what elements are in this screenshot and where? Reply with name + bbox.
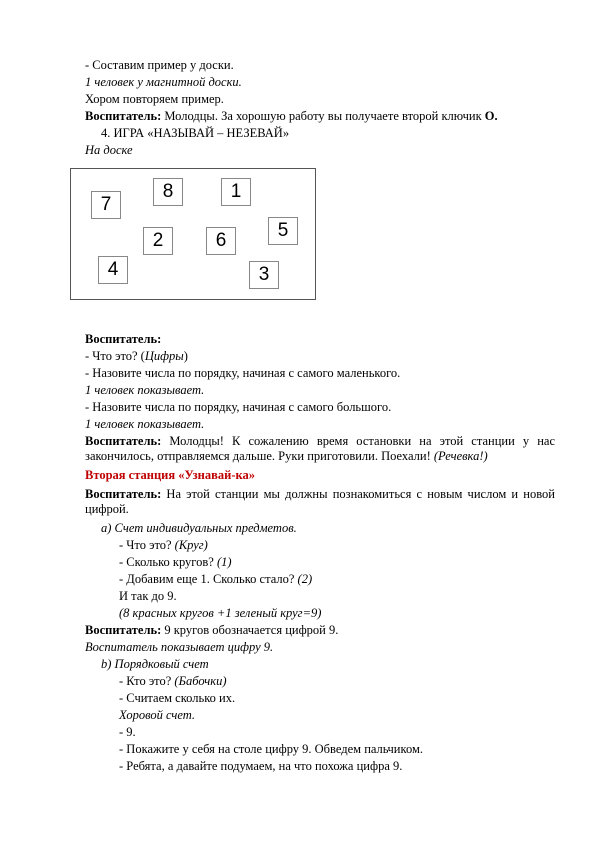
line-teacher-shows-nine: Воспитатель показывает цифру 9. bbox=[85, 640, 274, 654]
digit-card: 5 bbox=[268, 217, 298, 245]
paragraph-teacher-stop: Воспитатель: Молодцы! К сожалению время остановки на этой станции у нас закончилось, отправляемся дальше. Руки приготовили. Поехали! (Речевка!) bbox=[85, 434, 555, 463]
line-name-ascending: - Назовите числа по порядку, начиная с самого маленького. bbox=[85, 366, 401, 380]
number-board bbox=[70, 168, 316, 300]
line-show-nine-on-table: - Покажите у себя на столе цифру 9. Обведем пальчиком. bbox=[119, 742, 423, 756]
digit-card: 3 bbox=[249, 261, 279, 289]
teacher-label: Воспитатель: bbox=[85, 332, 162, 346]
line-count-them: - Считаем сколько их. bbox=[119, 691, 236, 705]
line-who-is-this: - Кто это? (Бабочки) bbox=[119, 674, 227, 688]
game-heading: 4. ИГРА «НАЗЫВАЙ – НЕЗЕВАЙ» bbox=[101, 126, 290, 140]
line-what-is-this-circle: - Что это? (Круг) bbox=[119, 538, 208, 552]
paragraph-teacher-new-number: Воспитатель: На этой станции мы должны познакомиться с новым числом и новой цифрой. bbox=[85, 487, 555, 516]
second-station-heading: Вторая станция «Узнавай-ка» bbox=[85, 468, 255, 482]
line-circles-sum: (8 красных кругов +1 зеленый круг=9) bbox=[119, 606, 322, 620]
line-teacher-key bbox=[85, 109, 498, 124]
teacher-label: Воспитатель: bbox=[85, 109, 162, 123]
digit-card: 2 bbox=[143, 227, 173, 255]
digit-card: 4 bbox=[98, 256, 128, 284]
digit-card: 7 bbox=[91, 191, 121, 219]
digit-card: 8 bbox=[153, 178, 183, 206]
digit-card: 1 bbox=[221, 178, 251, 206]
line-nine: - 9. bbox=[119, 725, 136, 739]
item-a-heading: a) Счет индивидуальных предметов. bbox=[101, 521, 297, 535]
line-board-example: - Составим пример у доски. bbox=[85, 58, 234, 72]
on-board-label: На доске bbox=[85, 143, 133, 157]
line-one-person-shows: 1 человек показывает. bbox=[85, 383, 205, 397]
key-letter: О. bbox=[484, 109, 498, 123]
line-one-person-shows: 1 человек показывает. bbox=[85, 417, 205, 431]
line-up-to-nine: И так до 9. bbox=[119, 589, 177, 603]
line-name-descending: - Назовите числа по порядку, начиная с самого большого. bbox=[85, 400, 392, 414]
teacher-text: Молодцы. За хорошую работу вы получаете второй ключик bbox=[161, 109, 485, 123]
digit-card: 6 bbox=[206, 227, 236, 255]
item-b-heading: b) Порядковый счет bbox=[101, 657, 209, 671]
line-what-is-this: - Что это? (Цифры) bbox=[85, 349, 188, 363]
line-chorus-repeat: Хором повторяем пример. bbox=[85, 92, 224, 106]
line-what-looks-like-nine: - Ребята, а давайте подумаем, на что похожа цифра 9. bbox=[119, 759, 403, 773]
line-how-many-circles: - Сколько кругов? (1) bbox=[119, 555, 232, 569]
line-teacher-nine: Воспитатель: 9 кругов обозначается цифрой 9. bbox=[85, 623, 339, 637]
line-add-one: - Добавим еще 1. Сколько стало? (2) bbox=[119, 572, 313, 586]
line-chorus-count: Хоровой счет. bbox=[119, 708, 196, 722]
line-one-person-board: 1 человек у магнитной доски. bbox=[85, 75, 242, 89]
